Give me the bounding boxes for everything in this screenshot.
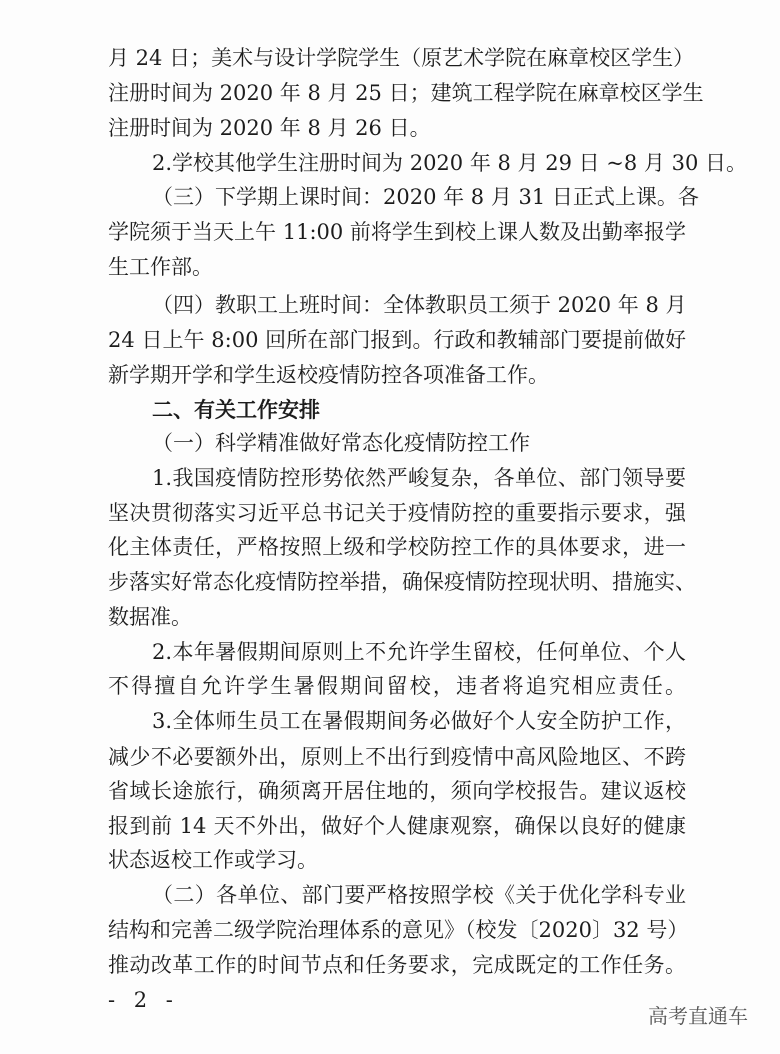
text-line: 减少不必要额外出，原则上不出行到疫情中高风险地区、不跨 <box>108 745 686 769</box>
text-line: 不得擅自允许学生暑假期间留校，违者将追究相应责任。 <box>108 674 686 698</box>
text-line: 新学期开学和学生返校疫情防控各项准备工作。 <box>108 363 549 387</box>
subsection-heading-2: （二）各单位、部门要严格按照学校《关于优化学科专业 <box>152 883 686 907</box>
text-line: 学院须于当天上午 11:00 前将学生到校上课人数及出勤率报学 <box>108 220 686 244</box>
text-line: 数据准。 <box>108 605 192 629</box>
text-line: 坚决贯彻落实习近平总书记关于疫情防控的重要指示要求，强 <box>108 501 686 525</box>
text-line: 推动改革工作的时间节点和任务要求，完成既定的工作任务。 <box>108 953 686 977</box>
text-line: 结构和完善二级学院治理体系的意见》（校发〔2020〕32 号） <box>108 918 689 942</box>
section-heading-4: （四）教职工上班时间：全体教职员工须于 2020 年 8 月 <box>152 293 687 317</box>
text-line: 3.全体师生员工在暑假期间务必做好个人安全防护工作， <box>152 709 686 733</box>
text-line: 注册时间为 2020 年 8 月 26 日。 <box>108 116 431 140</box>
text-line: 状态返校工作或学习。 <box>108 848 318 872</box>
text-line: 1.我国疫情防控形势依然严峻复杂，各单位、部门领导要 <box>152 466 686 490</box>
section-heading-2: 二、有关工作安排 <box>152 397 320 422</box>
text-line: 化主体责任，严格按照上级和学校防控工作的具体要求，进一 <box>108 535 686 559</box>
text-line: 报到前 14 天不外出，做好个人健康观察，确保以良好的健康 <box>108 814 686 838</box>
page-number: - 2 - <box>108 988 179 1012</box>
text-line: 2.学校其他学生注册时间为 2020 年 8 月 29 日 ~8 月 30 日。 <box>152 151 747 175</box>
text-line: 注册时间为 2020 年 8 月 25 日；建筑工程学院在麻章校区学生 <box>108 81 704 105</box>
text-line: 2.本年暑假期间原则上不允许学生留校，任何单位、个人 <box>152 640 686 664</box>
text-line: 步落实好常态化疫情防控举措，确保疫情防控现状明、措施实、 <box>108 570 696 594</box>
text-line: 省域长途旅行，确须离开居住地的，须向学校报告。建议返校 <box>108 779 686 803</box>
text-line: 月 24 日；美术与设计学院学生（原艺术学院在麻章校区学生） <box>108 46 695 70</box>
text-line: 生工作部。 <box>108 255 213 279</box>
watermark: 高考直通车 <box>648 1004 748 1028</box>
text-line: 24 日上午 8:00 回所在部门报到。行政和教辅部门要提前做好 <box>108 328 686 352</box>
subsection-heading-1: （一）科学精准做好常态化疫情防控工作 <box>152 431 530 455</box>
section-heading-3: （三）下学期上课时间：2020 年 8 月 31 日正式上课。各 <box>152 185 699 209</box>
